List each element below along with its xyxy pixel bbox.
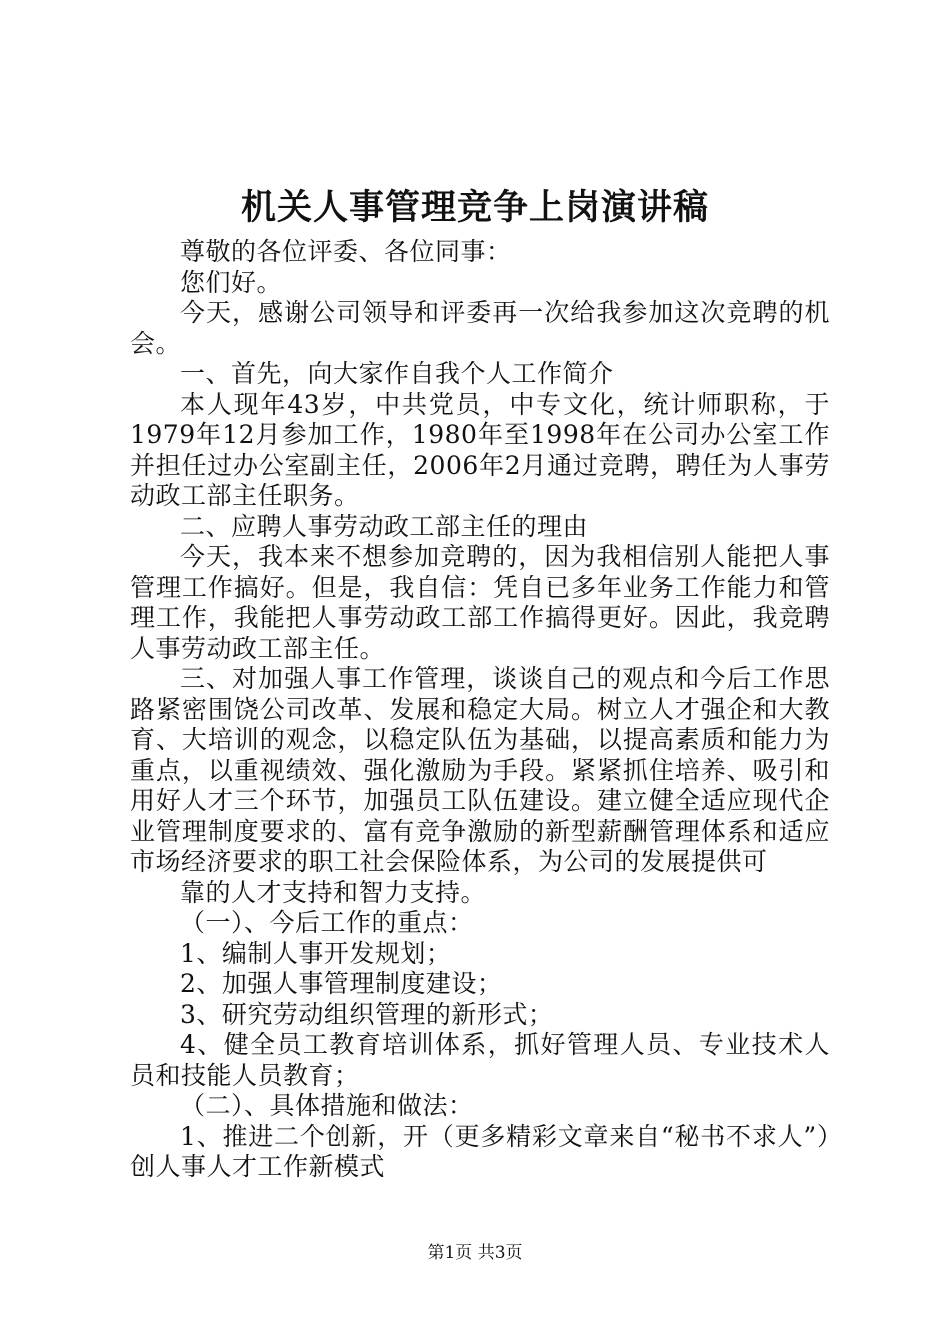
document-body: [130, 237, 830, 1183]
paragraph: 靠的人才支持和智力支持。: [180, 877, 487, 907]
sub-heading: （二）、具体措施和做法：: [180, 1091, 474, 1120]
paragraph: 尊敬的各位评委、各位同事：: [180, 237, 512, 266]
document-title: 机关人事管理竞争上岗演讲稿: [240, 187, 709, 228]
paragraph: 今天，感谢公司领导和评委再一次给我参加这次竞聘的机会。: [130, 298, 830, 358]
paragraph: 今天，我本来不想参加竞聘的，因为我相信别人能把人事管理工作搞好。但是，我自信：凭自已多年业务工作能力和管理工作，我能把人事劳动政工部工作搞得更好。因此，我竞聘人事劳动政工部主任。: [130, 542, 830, 663]
page-footer: 第1页 共3页: [427, 1243, 523, 1263]
list-item: 1、编制人事开发规划；: [180, 938, 452, 968]
paragraph: 本人现年43岁，中共党员，中专文化，统计师职称，于1979年12月参加工作，1980年至1998年在公司办公室工作并担任过办公室副主任，2006年2月通过竞聘，聘任为人事劳动政工部主任职务。: [130, 389, 830, 510]
section-heading: 一、首先，向大家作自我个人工作简介: [180, 359, 614, 388]
list-item: 1、推进二个创新，开（更多精彩文章来自“秘书不求人”）创人事人才工作新模式: [130, 1121, 830, 1181]
paragraph: 三、对加强人事工作管理，谈谈自己的观点和今后工作思路紧密围饶公司改革、发展和稳定大局。树立人才强企和大教育、大培训的观念，以稳定队伍为基础，以提高素质和能力为重点，以重视绩效、强化激励为手段。紧紧抓住培养、吸引和用好人才三个环节，加强员工队伍建设。建立健全适应现代企业管理制度要求的、富有竞争激励的新型薪酬管理体系和适应市场经济要求的职工社会保险体系，为公司的发展提供可: [130, 664, 830, 876]
list-item: 4、健全员工教育培训体系，抓好管理人员、专业技术人员和技能人员教育；: [130, 1030, 830, 1090]
sub-heading: （一）、今后工作的重点：: [180, 908, 474, 937]
list-item: 3、研究劳动组织管理的新形式；: [180, 999, 554, 1029]
section-heading: 二、应聘人事劳动政工部主任的理由: [180, 511, 589, 541]
paragraph: 您们好。: [180, 267, 283, 297]
list-item: 2、加强人事管理制度建设；: [180, 969, 503, 998]
